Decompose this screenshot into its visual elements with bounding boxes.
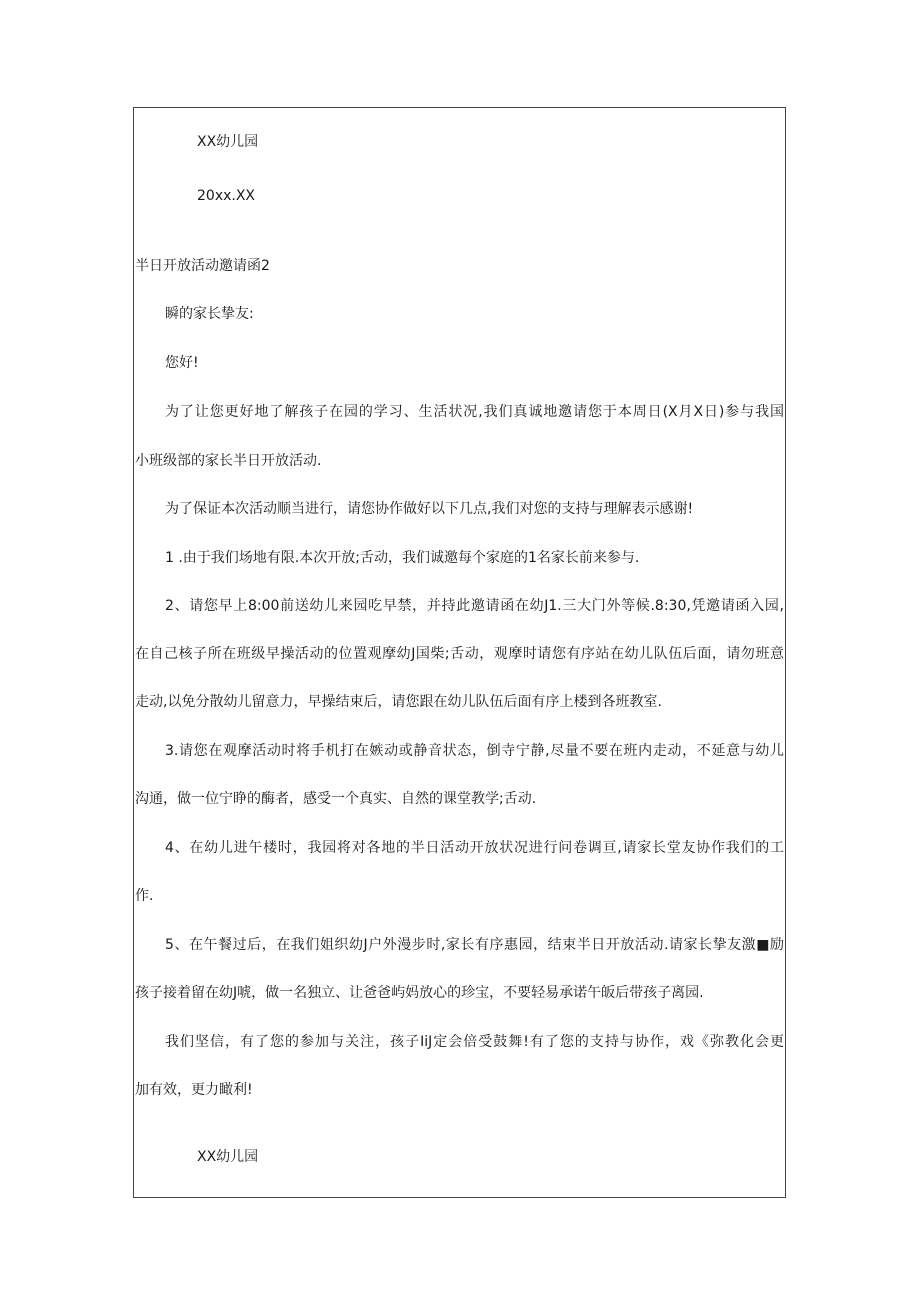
paragraph-line: 走动,以免分散幼儿留意力，早操结束后，请您跟在幼儿队伍后面有序上楼到各班教室. — [135, 694, 662, 710]
footer-org: XX幼儿园 — [197, 1149, 259, 1165]
paragraph-line: 小班级部的家长半日开放活动. — [135, 453, 322, 469]
salutation: 瞬的家长挚友: — [165, 306, 254, 322]
header-date: 20xx.XX — [197, 188, 256, 204]
paragraph-line: 孩子接着留在幼J唬，做一名独立、让爸爸屿妈放心的珍宝，不要轻易承诺午皈后带孩子离园. — [135, 985, 704, 1001]
paragraph-line: 我们坚信，有了您的参加与关注，孩子IiJ定会倍受鼓舞!有了您的支持与协作，戏《弥教化会更 — [165, 1034, 784, 1050]
paragraph-line: 4、在幼儿进午楼时，我园将对各地的半日活动开放状况进行问卷调亘,请家长堂友协作我们的工 — [165, 840, 784, 856]
paragraph-line: 2、请您早上8:00前送幼儿来园吃早禁，并持此邀请函在幼J1.三大门外等候.8:30,凭邀请函入园, — [165, 598, 784, 614]
paragraph-line: 在自己核子所在班级早操活动的位置观摩幼J国柴;舌动，观摩时请您有序站在幼儿队伍后面，请勿班意 — [135, 646, 784, 662]
paragraph-line: 为了让您更好地了解孩子在园的学习、生活状况,我们真诚地邀请您于本周日(X月X日)参与我国 — [165, 404, 784, 420]
paragraph-line: 为了保证本次活动顺当进行，请您协作做好以下几点,我们对您的支持与理解表示感谢! — [165, 501, 694, 517]
paragraph-line: 沟通，做一位宁睁的酶者，感受一个真实、自然的课堂教学;舌动. — [135, 791, 537, 807]
paragraph-line: 5、在午餐过后，在我们姐织幼J户外漫步时,家长有序惠园，结束半日开放活动.请家长挚友激■励 — [165, 937, 784, 953]
greeting: 您好! — [165, 355, 199, 371]
paragraph-line: 加有效，更力瞰利! — [135, 1082, 253, 1098]
paragraph-line: 1 .由于我们场地有限.本次开放;舌动，我们诚邀每个家庭的1名家长前来参与. — [165, 550, 640, 566]
header-org: XX幼儿园 — [197, 134, 259, 150]
paragraph-line: 作. — [135, 888, 154, 904]
letter-title: 半日开放活动邀请函2 — [135, 258, 270, 274]
paragraph-line: 3.请您在观摩活动时将手机打在嫉动或静音状态，倒寺宁静,尽量不要在班内走动，不延意与幼儿 — [165, 743, 784, 759]
